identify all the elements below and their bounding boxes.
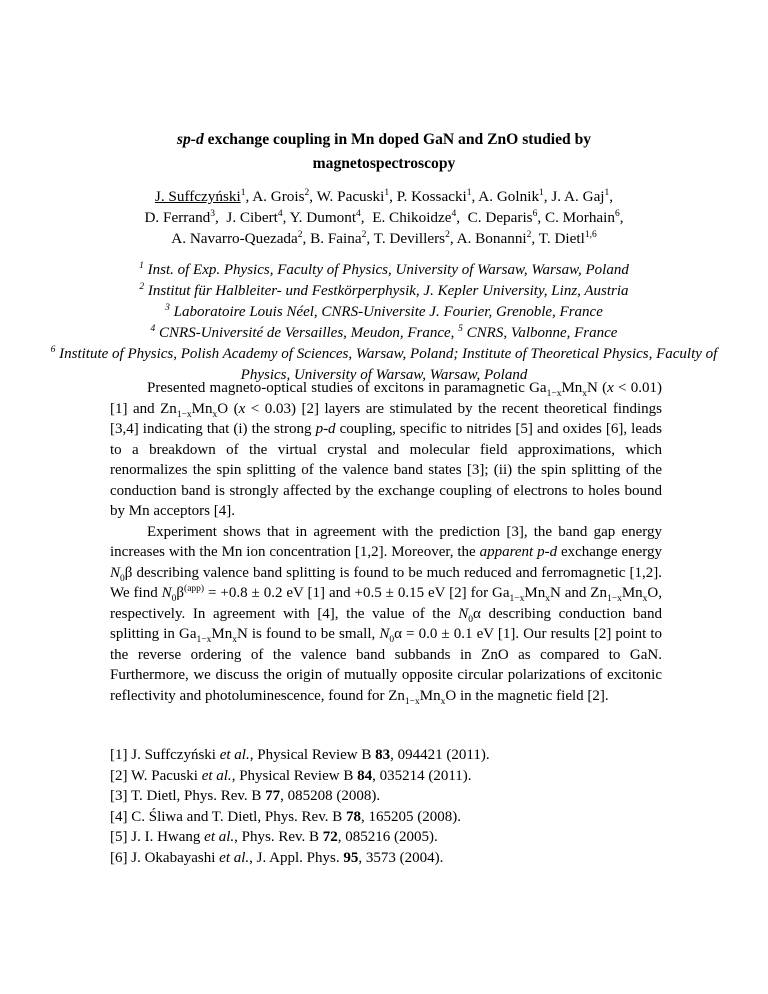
affiliation-number: 2 <box>139 282 145 292</box>
author-affiliation: 4 <box>451 208 457 219</box>
author-name: J. A. Gaj <box>551 188 605 205</box>
author-name: J. Suffczyński <box>154 188 241 205</box>
reference-list <box>110 745 670 868</box>
affiliation-number: 3 <box>165 303 170 313</box>
abstract <box>110 378 662 706</box>
author-list: J. Suffczyński$^1$, A. Grois$^2$, W. Pacuski$^1$, P. Kossacki$^1$, A. Golnik$^1$, J. A. Gaj$^1$, D. Ferrand$^3$, J. Cibert$^4$, Y. Dumont$^4$, E. Chikoidze$^4$, C. Deparis$^6$, C. Morhain$^6$, A. Navarro-Quezada$^2$, B. Faina$^2$, T. Devillers$^2$, A. Bonanni$^2$, T. Dietl$^{1,6}$ <box>144 187 624 247</box>
affiliation-line <box>30 323 738 344</box>
author-name: T. Dietl <box>538 230 585 247</box>
affiliation-text: CNRS-Université de Versailles, Meudon, France, <box>155 325 459 341</box>
affiliation-text: Laboratoire Louis Néel, CNRS-Universite J. Fourier, Grenoble, France <box>169 304 603 320</box>
author-affiliation: 1 <box>384 187 390 198</box>
title-line-2: magnetospectroscopy <box>312 155 456 172</box>
affiliation-line <box>30 260 738 281</box>
author-affiliation: 6 <box>532 208 538 219</box>
author-affiliation: 4 <box>356 208 361 219</box>
author-name: A. Golnik <box>478 188 540 205</box>
affiliation-text: Institute of Physics, Polish Academy of Sciences, Warsaw, Poland; Institute of Theoretical Physics, Faculty of Physics, University of Warsaw, Warsaw, Poland <box>55 346 718 383</box>
author-affiliation: 2 <box>526 229 532 240</box>
author-name: D. Ferrand <box>144 209 211 226</box>
author-name: B. Faina <box>310 230 362 247</box>
reference-item: [2] W. Pacuski et al., Physical Review B 84, 035214 (2011). <box>110 767 472 784</box>
affiliation-text: CNRS, Valbonne, France <box>462 325 618 341</box>
author-name: C. Deparis <box>467 209 533 226</box>
abstract-paragraph-2: Experiment shows that in agreement with the prediction [3], the band gap energy increases with the Mn ion concentration [1,2]. Moreover, the apparent p-d exchange energy $N_0\beta$ describing valence band splitting is found to be much reduced and ferromagnetic [1,2]. We find $N_0\beta^{(app)} = +0.8 \pm 0.2$ eV [1] and +0.5 ± 0.15 eV [2] for $Ga_{1-x}Mn_xN$ and $Zn_{1-x}Mn_xO$, respectively. In agreement with [4], the value of the $N_0\alpha$ describing conduction band splitting in $Ga_{1-x}Mn_xN$ is found to be small, $N_0\alpha = 0.0 \pm 0.1$ eV [1]. Our results [2] point to the reverse ordering of the valence band subbands in ZnO as compared to GaN. Furthermore, we discuss the origin of mutually opposite circular polarizations of excitonic reflectivity and photoluminescence, found for $Zn_{1-x}Mn_xO$ in the magnetic field [2]. <box>110 523 663 707</box>
author-affiliation: 1 <box>604 187 610 198</box>
title-line-1-text: exchange coupling in Mn doped GaN and ZnO studied by <box>203 131 592 148</box>
author-name: C. Morhain <box>544 209 615 226</box>
author-name: Y. Dumont <box>289 209 357 226</box>
paper-title <box>0 128 768 176</box>
affiliation-line <box>30 281 738 302</box>
author-affiliation: 6 <box>614 208 620 219</box>
affiliation-number: 5 <box>458 324 463 334</box>
author-affiliation: 2 <box>445 229 450 240</box>
author-name: T. Devillers <box>373 230 446 247</box>
affiliation-text: Inst. of Exp. Physics, Faculty of Physics, University of Warsaw, Warsaw, Poland <box>143 262 629 278</box>
abstract-paragraph-1: Presented magneto-optical studies of excitons in paramagnetic $Ga_{1-x}Mn_xN$ (x < 0.01) [1] and $Zn_{1-x}Mn_xO$ (x < 0.03) [2] layers are stimulated by the recent theoretical findings [3,4] indicating that (i) the strong p-d coupling, specific to nitrides [5] and oxides [6], leads to a breakdown of the virtual crystal and molecular field approximations, which renormalizes the spin splitting of the valence band states [3]; (ii) the spin splitting of the conduction band is strongly affected by the exchange coupling of electrons to holes bound by Mn acceptors [4]. <box>110 380 663 519</box>
affiliation-line <box>30 302 738 323</box>
reference-item: [6] J. Okabayashi et al., J. Appl. Phys. 95, 3573 (2004). <box>110 849 444 866</box>
author-affiliation: 1 <box>539 187 544 198</box>
affiliation-text: Institut für Halbleiter- und Festkörperphysik, J. Kepler University, Linz, Austria <box>144 283 629 299</box>
author-name: P. Kossacki <box>396 188 467 205</box>
author-affiliation: 1 <box>240 187 246 198</box>
reference-item: [5] J. I. Hwang et al., Phys. Rev. B 72, 085216 (2005). <box>110 829 438 845</box>
reference-item: [4] C. Śliwa and T. Dietl, Phys. Rev. B 78, 165205 (2008). <box>110 808 461 825</box>
affiliation-list <box>30 260 738 386</box>
author-affiliation: 2 <box>297 229 303 240</box>
author-name: A. Bonanni <box>456 230 527 247</box>
affiliation-number: 4 <box>150 324 156 334</box>
author-affiliation: 1,6 <box>584 229 597 240</box>
author-affiliation: 2 <box>304 187 310 198</box>
title-italic-term: sp-d <box>176 131 204 148</box>
affiliation-number: 6 <box>50 345 56 355</box>
author-name: A. Navarro-Quezada <box>171 230 298 247</box>
author-affiliation: 1 <box>466 187 472 198</box>
author-name: A. Grois <box>252 188 305 205</box>
author-affiliation: 3 <box>210 208 216 219</box>
reference-item: [1] J. Suffczyński et al., Physical Review B 83, 094421 (2011). <box>110 747 490 763</box>
affiliation-number: 1 <box>139 261 144 271</box>
author-affiliation: 4 <box>277 208 283 219</box>
reference-item: [3] T. Dietl, Phys. Rev. B 77, 085208 (2008). <box>110 788 381 804</box>
title-line-1 <box>0 128 768 152</box>
author-name: J. Cibert <box>226 209 278 226</box>
author-name: E. Chikoidze <box>372 209 452 226</box>
author-name: W. Pacuski <box>316 188 385 205</box>
author-affiliation: 2 <box>361 229 367 240</box>
